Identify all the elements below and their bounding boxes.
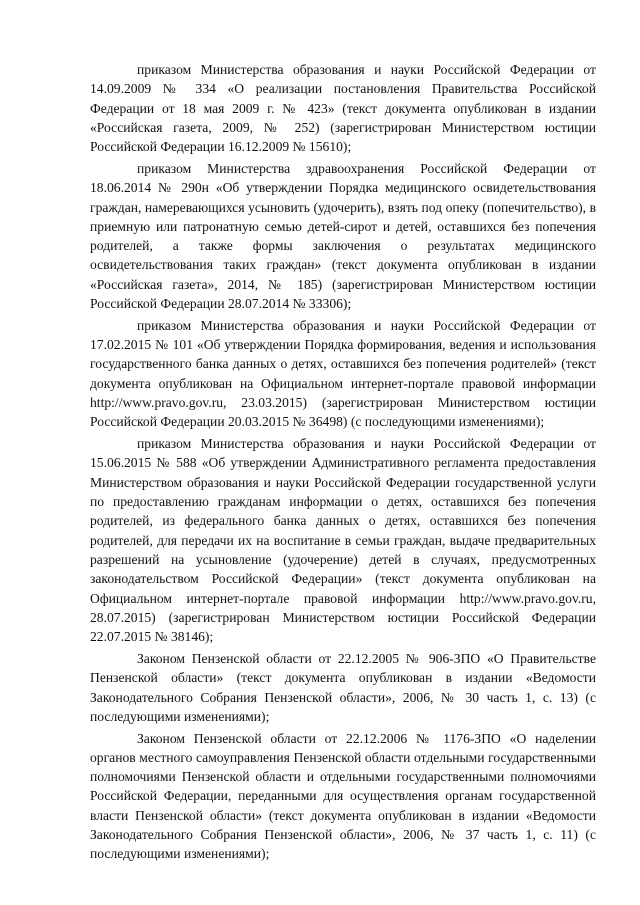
- paragraph-law-penza-906-zpo: Законом Пензенской области от 22.12.2005 № 906-ЗПО «О Правительстве Пензенской области» (текст документа опубликован в издании «Ведомости Законодательного Собрания Пензенской области», 2006, № 30 часть 1, с. 13) (с последующими изменениями);: [90, 650, 596, 724]
- paragraph-order-minobrnauki-588: приказом Министерства образования и науки Российской Федерации от 15.06.2015 № 588 «Об утверждении Административного регламента предоставления Министерством образования и науки Российской Федерации государственной услуги по предоставлению гражданам информации о детях, оставшихся без попечения родителей, из федерального банка данных о детях, оставшихся без попечения родителей, для передачи их на воспитание в семьи граждан, выдаче предварительных разрешений на усыновление (удочерение) детей в случаях, предусмотренных законодательством Российской Федерации» (текст документа опубликован на Официальном интернет-портале правовой информации http://www.pravo.gov.ru, 28.07.2015) (зарегистрирован Министерством юстиции Российской Федерации 22.07.2015 № 38146);: [90, 436, 596, 645]
- paragraph-order-minzdrav-290n: приказом Министерства здравоохранения Российской Федерации от 18.06.2014 № 290н «Об утверждении Порядка медицинского освидетельствования граждан, намеревающихся усыновить (удочерить), взять под опеку (попечительство), в приемную или патронатную семью детей-сирот и детей, оставшихся без попечения родителей, а также формы заключения о результатах медицинского освидетельствования таких граждан» (текст документа опубликован в издании «Российская газета», 2014, № 185) (зарегистрирован Министерством юстиции Российской Федерации 28.07.2014 № 33306);: [90, 160, 596, 312]
- paragraph-order-minobrnauki-334: приказом Министерства образования и науки Российской Федерации от 14.09.2009 № 334 «О реализации постановления Правительства Российской Федерации от 18 мая 2009 г. № 423» (текст документа опубликован в издании «Российская газета, 2009, № 252) (зарегистрирован Министерством юстиции Российской Федерации 16.12.2009 № 15610);: [90, 62, 596, 155]
- paragraph-order-minobrnauki-101: приказом Министерства образования и науки Российской Федерации от 17.02.2015 № 101 «Об утверждении Порядка формирования, ведения и использования государственного банка данных о детях, оставшихся без попечения родителей» (текст документа опубликован на Официальном интернет-портале правовой информации http://www.pravo.gov.ru, 23.03.2015) (зарегистрирован Министерством юстиции Российской Федерации 20.03.2015 № 36498) (с последующими изменениями);: [90, 317, 596, 430]
- paragraph-law-penza-1176-zpo: Законом Пензенской области от 22.12.2006 № 1176-ЗПО «О наделении органов местного самоуправления Пензенской области отдельными государственными полномочиями Пензенской области и отдельными государственными полномочиями Российской Федерации, переданными для осуществления органам государственной власти Пензенской области» (текст документа опубликован в издании «Ведомости Законодательного Собрания Пензенской области», 2006, № 37 часть 1, с. 11) (с последующими изменениями);: [90, 730, 596, 862]
- document-page: [90, 60, 596, 866]
